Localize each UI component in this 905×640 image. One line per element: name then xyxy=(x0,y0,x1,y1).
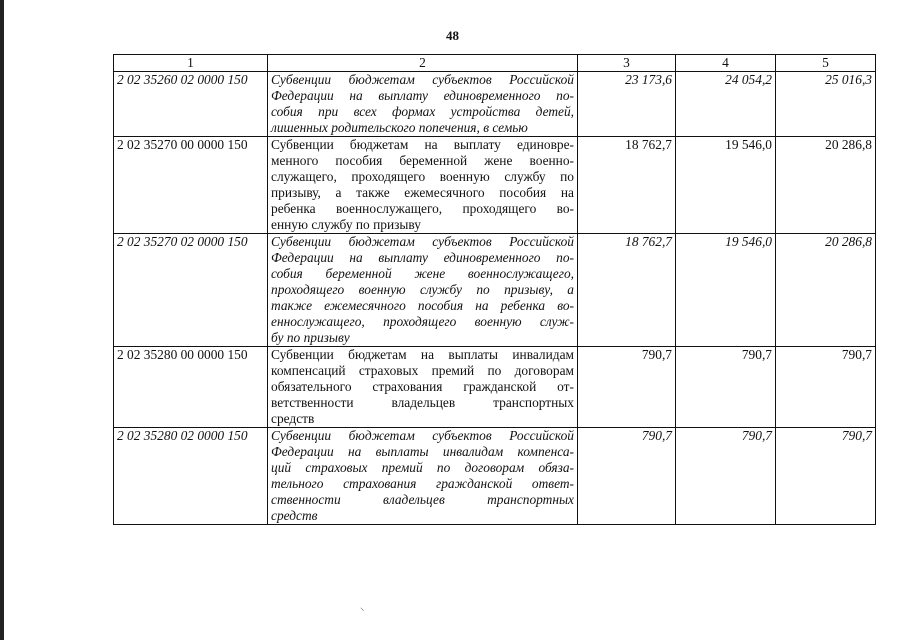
description-line: проходящего военную службу по призыву, а xyxy=(271,282,574,297)
description-line: служащего, проходящего военную службу по xyxy=(271,169,574,184)
description-line: Федерации на выплату единовременного по- xyxy=(271,88,574,103)
description-cell xyxy=(268,428,578,525)
table-row xyxy=(114,428,876,525)
header-row xyxy=(114,55,876,72)
description-cell xyxy=(268,137,578,234)
amount-cell-v5: 25 016,3 xyxy=(776,72,876,137)
description-line: компенсаций страховых премий по договорам xyxy=(271,363,574,378)
budget-code-cell: 2 02 35270 00 0000 150 xyxy=(114,137,268,234)
amount-cell-v4: 790,7 xyxy=(676,347,776,428)
column-header: 5 xyxy=(776,55,876,72)
amount-cell-v3: 23 173,6 xyxy=(578,72,676,137)
budget-code-cell: 2 02 35280 02 0000 150 xyxy=(114,428,268,525)
description-line: Субвенции бюджетам субъектов Российской xyxy=(271,72,574,87)
description-line: средств xyxy=(271,411,315,426)
budget-code-cell: 2 02 35280 00 0000 150 xyxy=(114,347,268,428)
budget-table xyxy=(113,54,876,525)
description-line: собия беременной жене военнослужащего, xyxy=(271,266,574,281)
description-line: ребенка военнослужащего, проходящего во- xyxy=(271,201,574,216)
description-line: средств xyxy=(271,508,318,523)
column-header: 1 xyxy=(114,55,268,72)
scan-speck: ⸌ xyxy=(360,606,365,616)
description-line: бу по призыву xyxy=(271,330,350,345)
amount-cell-v4: 19 546,0 xyxy=(676,234,776,347)
scan-left-edge xyxy=(0,0,4,640)
table-row xyxy=(114,234,876,347)
column-header: 4 xyxy=(676,55,776,72)
description-cell xyxy=(268,72,578,137)
table-row xyxy=(114,347,876,428)
description-line: ций страховых премий по договорам обяза- xyxy=(271,460,574,475)
amount-cell-v5: 20 286,8 xyxy=(776,137,876,234)
description-line: Субвенции бюджетам на выплату единовре- xyxy=(271,137,574,152)
amount-cell-v5: 790,7 xyxy=(776,428,876,525)
amount-cell-v3: 790,7 xyxy=(578,428,676,525)
amount-cell-v4: 19 546,0 xyxy=(676,137,776,234)
budget-code-cell: 2 02 35270 02 0000 150 xyxy=(114,234,268,347)
description-line: ветственности владельцев транспортных xyxy=(271,395,574,410)
amount-cell-v4: 24 054,2 xyxy=(676,72,776,137)
table-body xyxy=(114,72,876,525)
description-line: Федерации на выплаты инвалидам компенса- xyxy=(271,444,574,459)
description-cell xyxy=(268,347,578,428)
description-line: еннослужащего, проходящего военную служ- xyxy=(271,314,574,329)
amount-cell-v5: 20 286,8 xyxy=(776,234,876,347)
description-line: Субвенции бюджетам на выплаты инвалидам xyxy=(271,347,574,362)
column-header: 2 xyxy=(268,55,578,72)
description-line: ственности владельцев транспортных xyxy=(271,492,574,507)
description-line: Субвенции бюджетам субъектов Российской xyxy=(271,234,574,249)
budget-code-cell: 2 02 35260 02 0000 150 xyxy=(114,72,268,137)
description-line: Федерации на выплату единовременного по- xyxy=(271,250,574,265)
table-row xyxy=(114,137,876,234)
amount-cell-v3: 790,7 xyxy=(578,347,676,428)
amount-cell-v5: 790,7 xyxy=(776,347,876,428)
description-line: собия при всех формах устройства детей, xyxy=(271,104,574,119)
description-line: призыву, а также ежемесячного пособия на xyxy=(271,185,574,200)
page-number: 48 xyxy=(446,28,459,43)
description-line: менного пособия беременной жене военно- xyxy=(271,153,574,168)
description-line: тельного страхования гражданской ответ- xyxy=(271,476,574,491)
description-line: обязательного страхования гражданской от- xyxy=(271,379,574,394)
description-line: также ежемесячного пособия на ребенка во- xyxy=(271,298,574,313)
column-header: 3 xyxy=(578,55,676,72)
description-line: Субвенции бюджетам субъектов Российской xyxy=(271,428,574,443)
amount-cell-v3: 18 762,7 xyxy=(578,137,676,234)
description-line: лишенных родительского попечения, в семью xyxy=(271,120,528,135)
amount-cell-v3: 18 762,7 xyxy=(578,234,676,347)
amount-cell-v4: 790,7 xyxy=(676,428,776,525)
description-cell xyxy=(268,234,578,347)
table-row xyxy=(114,72,876,137)
description-line: енную службу по призыву xyxy=(271,217,421,232)
